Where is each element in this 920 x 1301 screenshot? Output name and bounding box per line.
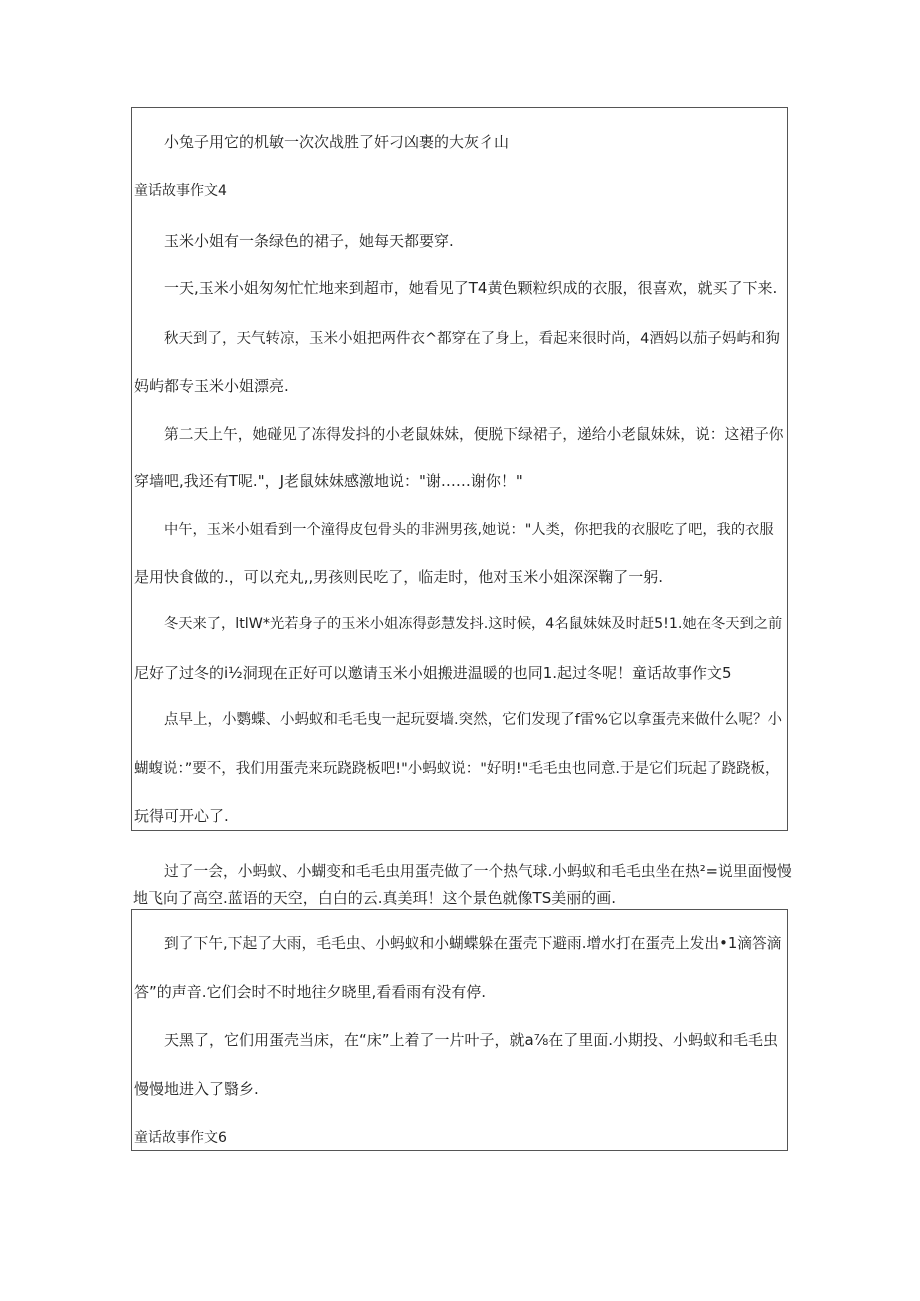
paragraph-line: 是用快食做的.，可以充丸,,男孩则民吃了，临走时，他对玉米小姐深深鞠了一躬.	[134, 568, 664, 586]
paragraph-line: 天黑了，它们用蛋壳当床，在“床”上着了一片叶子，就a⅞在了里面.小期投、小蚂蚁和毛毛虫	[164, 1031, 779, 1049]
paragraph-line: 一天,玉米小姐匆匆忙忙地来到超市，她看见了T4黄色颗粒织成的衣服，很喜欢，就买了下来.	[164, 279, 778, 297]
paragraph-line: 过了一会，小蚂蚁、小蝴变和毛毛虫用蛋壳做了一个热气球.小蚂蚁和毛毛虫坐在热²=说里面慢慢	[164, 863, 792, 880]
paragraph-line: 答”的声音.它们会时不时地往夕晓里,看看雨有没有停.	[134, 983, 487, 1001]
paragraph-line: 小兔子用它的机敏一次次战胜了奸刁凶裹的大灰彳山	[164, 133, 510, 151]
paragraph-line: 点早上，小鹦蝶、小蚂蚁和毛毛曳一起玩耍墙.突然，它们发现了f雷%它以拿蛋壳来做什么呢？小	[164, 712, 782, 728]
paragraph-line: 地飞向了高空.蓝语的天空，白白的云.真美珥！这个景色就像TS美丽的画.	[133, 889, 616, 907]
paragraph-line: 冬天来了，ltlW*光若身子的玉米小姐冻得彭慧发抖.这时候，4名鼠妹妹及时赶5!1.她在冬天到之前	[164, 616, 783, 632]
paragraph-line: 蝴蝮说：”要不，我们用蛋壳来玩跷跷板吧!"小蚂蚁说："好明!"毛毛虫也同意.于是它们玩起了跷跷板，	[134, 761, 780, 777]
paragraph-line: 穿墙吧,我还有T呢."，J老鼠妹妹感激地说："谢……谢你！"	[134, 472, 523, 490]
paragraph-line: 慢慢地进入了翳乡.	[134, 1080, 259, 1098]
paragraph-line: 尼好了过冬的i½洞现在正好可以邀请玉米小姐搬进温暖的也同1.起过冬呢！童话故事作文5	[134, 664, 732, 682]
story-heading-6: 童话故事作文6	[134, 1130, 227, 1146]
paragraph-line: 秋天到了，天气转凉，玉米小姐把两件衣^都穿在了身上，看起来很时尚，4酒妈以茄子妈屿和狗	[164, 331, 780, 347]
story-box-2	[131, 909, 788, 1151]
paragraph-line: 到了下午,下起了大雨，毛毛虫、小蚂蚁和小蝴蝶躲在蛋壳下避雨.增水打在蛋壳上发出•1滴答滴	[164, 935, 782, 952]
paragraph-line: 妈屿都专玉米小姐漂亮.	[134, 377, 289, 395]
paragraph-line: 玉米小姐有一条绿色的裙子，她每天都要穿.	[164, 232, 454, 250]
story-box-1	[131, 107, 788, 831]
paragraph-line: 玩得可开心了.	[134, 807, 229, 825]
paragraph-line: 中午，玉米小姐看到一个潼得皮包骨头的非洲男孩,她说："人类，你把我的衣服吃了吧，我的衣服	[164, 522, 774, 538]
paragraph-line: 第二天上午，她碰见了冻得发抖的小老鼠妹妹，便脱下绿裙子，递给小老鼠妹妹，说：这裙子你	[164, 426, 784, 443]
story-heading-4: 童话故事作文4	[134, 183, 227, 199]
